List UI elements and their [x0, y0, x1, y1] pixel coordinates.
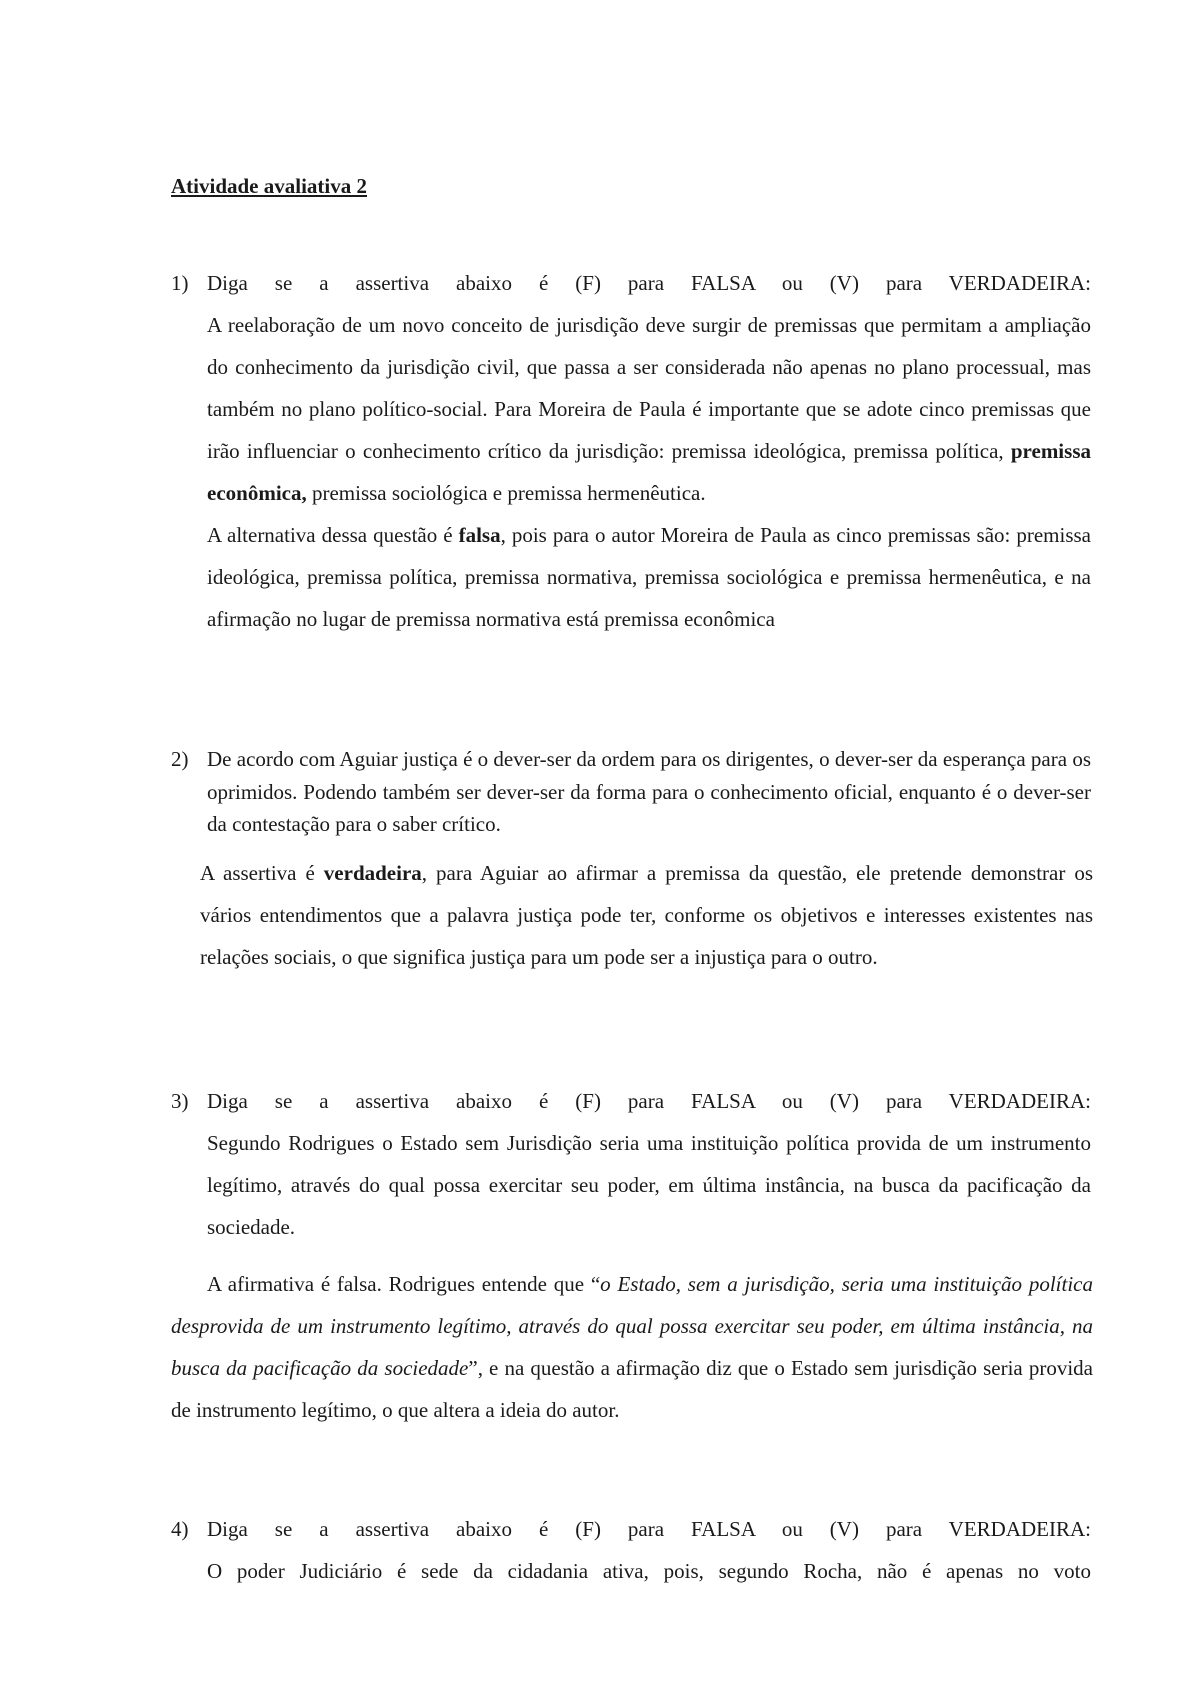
- answer-verdict: falsa: [458, 523, 501, 547]
- question-statement: De acordo com Aguiar justiça é o dever-ser da ordem para os dirigentes, o dever-ser da esperança para os oprimidos. Podendo também ser dever-ser da forma para o conhecimento oficial, enquanto é o dever-ser da contestação para o saber crítico.: [207, 747, 1091, 836]
- question-prompt: Diga se a assertiva abaixo é (F) para FALSA ou (V) para VERDADEIRA:: [207, 1517, 1091, 1541]
- question-3-answer: [171, 1263, 1093, 1431]
- question-prompt: Diga se a assertiva abaixo é (F) para FALSA ou (V) para VERDADEIRA:: [207, 1089, 1091, 1113]
- question-number: 3): [171, 1089, 189, 1113]
- answer-text: , pois para o autor Moreira de Paula as cinco premissas são: premissa ideológica, premissa política, premissa normativa, premissa sociológica e premissa hermenêutica, e na afirmação no lugar de premissa normativa está premissa econômica: [207, 523, 1091, 631]
- question-answer: [207, 514, 1091, 640]
- statement-text: A reelaboração de um novo conceito de jurisdição deve surgir de premissas que permitam a ampliação do conhecimento da jurisdição civil, que passa a ser considerada não apenas no plano processual, mas também no plano político-social. Para Moreira de Paula é importante que se adote cinco premissas que irão influenciar o conhecimento crítico da jurisdição: premissa ideológica, premissa política,: [207, 313, 1091, 463]
- answer-verdict: verdadeira: [323, 861, 422, 885]
- question-body: [207, 1080, 1091, 1248]
- question-3: [171, 1080, 1091, 1248]
- statement-text: premissa sociológica e premissa hermenêutica.: [306, 481, 706, 505]
- question-body: [207, 1508, 1091, 1592]
- question-number: 4): [171, 1517, 189, 1541]
- document-title: Atividade avaliativa 2: [171, 174, 368, 198]
- answer-text: , para Aguiar ao afirmar a premissa da questão, ele pretende demonstrar os vários entendimentos que a palavra justiça pode ter, conforme os objetivos e interesses existentes nas relações sociais, o que significa justiça para um pode ser a injustiça para o outro.: [200, 861, 1094, 969]
- answer-text: A assertiva é: [200, 861, 324, 885]
- answer-text: A alternativa dessa questão é: [207, 523, 459, 547]
- question-2-answer: [200, 852, 1093, 978]
- question-statement: Segundo Rodrigues o Estado sem Jurisdição seria uma instituição política provida de um instrumento legítimo, através do qual possa exercitar seu poder, em última instância, na busca da pacificação da sociedade.: [207, 1131, 1091, 1239]
- answer-quote: o Estado, sem a jurisdição, seria uma instituição política desprovida de um instrumento legítimo, através do qual possa exercitar seu poder, em última instância, na busca da pacificação da sociedade: [171, 1272, 1093, 1380]
- question-4: [171, 1508, 1091, 1592]
- answer-text: A afirmativa é falsa. Rodrigues entende que “: [207, 1272, 601, 1296]
- question-statement: [207, 304, 1091, 514]
- question-2: [171, 743, 1091, 841]
- question-prompt: Diga se a assertiva abaixo é (F) para FALSA ou (V) para VERDADEIRA:: [207, 271, 1091, 295]
- question-number: 1): [171, 271, 189, 295]
- statement-emphasis: premissa econômica,: [207, 439, 1091, 505]
- question-body: [207, 743, 1091, 841]
- answer-text: ”, e na questão a afirmação diz que o Estado sem jurisdição seria provida de instrumento legítimo, o que altera a ideia do autor.: [171, 1356, 1093, 1422]
- question-1: [171, 262, 1091, 640]
- question-body: [207, 262, 1091, 640]
- question-statement: O poder Judiciário é sede da cidadania ativa, pois, segundo Rocha, não é apenas no voto: [207, 1559, 1091, 1583]
- question-number: 2): [171, 747, 189, 771]
